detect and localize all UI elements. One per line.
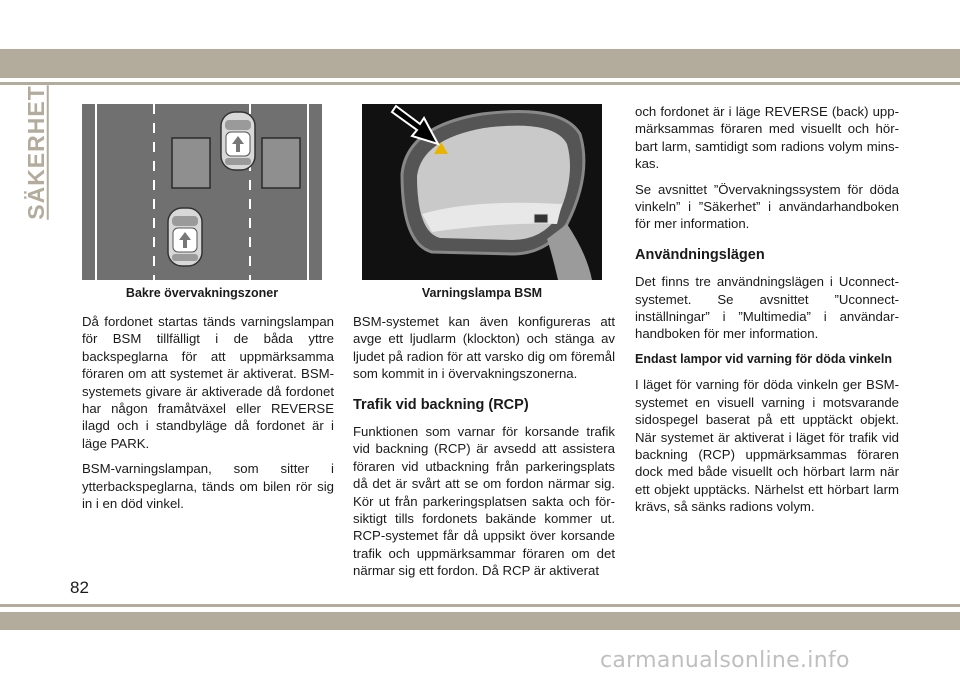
text-column-1 xyxy=(82,313,334,520)
figure-caption-mirror: Varningslampa BSM xyxy=(421,286,543,300)
mirror-warning-figure xyxy=(362,104,602,280)
paragraph: Det finns tre användningslägen i Uconnect-systemet. Se avsnittet ”Uconnect-inställningar” i ”Multimedia” i användarhandboken för mer information. xyxy=(635,274,899,342)
car-upper xyxy=(221,112,255,170)
header-band xyxy=(0,49,960,78)
car-lower xyxy=(168,208,202,266)
footer-rule xyxy=(0,604,960,607)
section-tab-label: SÄKERHET xyxy=(22,84,49,220)
section-heading-rcp: Trafik vid backning (RCP) xyxy=(353,396,529,413)
page-number: 82 xyxy=(70,578,89,597)
text-column-3 xyxy=(635,103,899,524)
paragraph: Funktionen som varnar för korsande trafik vid backning (RCP) är avsedd att assistera föraren vid utbackning från parkeringsplats då det är svårt att se om fordon närmar sig. Kör ut från parkeringsplatsen sakta och försiktigt tills fordonets bakände kommer ut. RCP-systemet får då uppsikt över korsande trafik och uppmärksammar föraren om det närmar sig ett fordon. Då RCP är aktiverat xyxy=(353,424,615,579)
paragraph: BSM-systemet kan även konfigureras att avge ett ljudlarm (klockton) och stänga av ljudet på radion för att varsko dig om föremål som kommit in i övervakningszonerna. xyxy=(353,314,615,382)
paragraph: och fordonet är i läge REVERSE (back) uppmärksammas föraren med visuellt och hörbart larm, samtidigt som radions volym minskas. xyxy=(635,104,899,172)
left-zone xyxy=(172,138,210,188)
section-tab xyxy=(22,84,50,220)
figure-caption-zones: Bakre övervakningszoner xyxy=(125,286,279,300)
right-zone xyxy=(262,138,300,188)
paragraph: Då fordonet startas tänds varningslampan för BSM tillfälligt i de båda yttre backspeglarna för att uppmärksamma föraren om att systemet är aktiverat. BSM-systemets givare är aktiverade då fordonet har någon framåtväxel eller REVERSE ilagd och i standbyläge då fordonet är i läge PARK. xyxy=(82,314,334,451)
paragraph: Se avsnittet ”Övervakningssystem för döda vinkeln” i ”Säkerhet” i användarhandboken för mer information. xyxy=(635,181,899,232)
footer-band xyxy=(0,612,960,630)
section-heading-modes: Användningslägen xyxy=(635,246,765,263)
paragraph: BSM-varningslampan, som sitter i ytterbackspeglarna, tänds om bilen rör sig in i en död vinkel. xyxy=(82,461,334,512)
blind-spot-zones-figure xyxy=(82,104,322,280)
watermark: carmanualsonline.info xyxy=(600,648,850,673)
text-column-2 xyxy=(353,313,615,588)
header-rule xyxy=(0,82,960,85)
paragraph: I läget för varning för döda vinkeln ger BSM-systemet en visuell varning i motsvarande sidospegel baserat på ett upptäckt objekt. När systemet är aktiverat i läget för trafik vid backning (RCP) uppmärksammas föraren dock med både visuellt och hörbart larm när ett objekt upptäcks. Närhelst ett hörbart larm krävs, så sänks radions volym. xyxy=(635,377,899,515)
subheading-lamps-only: Endast lampor vid varning för döda vinkeln xyxy=(635,351,892,366)
